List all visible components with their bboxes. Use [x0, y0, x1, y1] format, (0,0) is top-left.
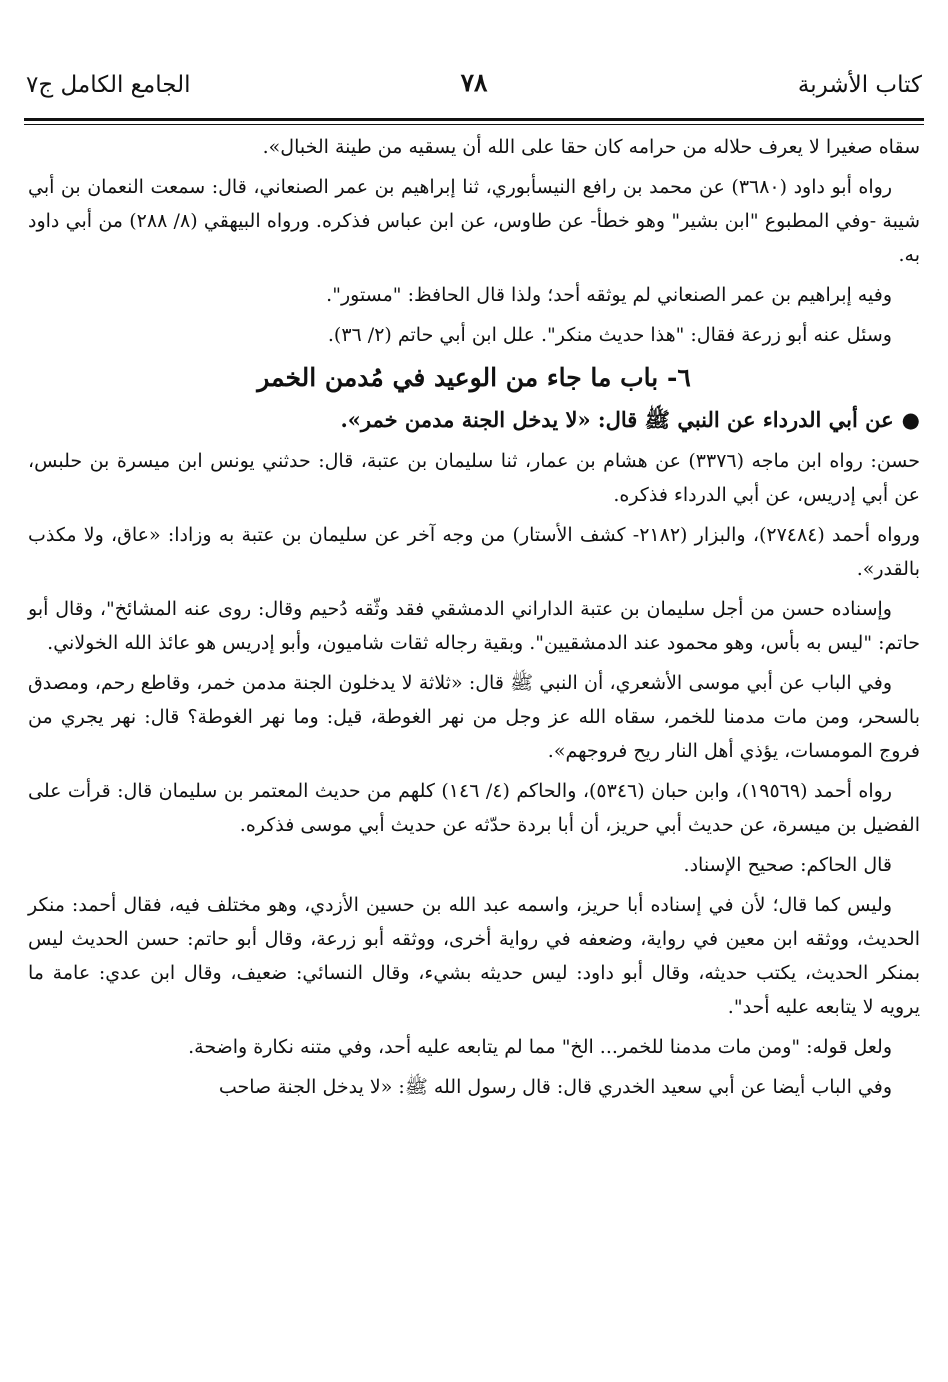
page-header	[24, 68, 924, 112]
page-number: ٧٨	[460, 68, 488, 97]
header-rule-thick	[24, 118, 924, 121]
paragraph: سقاه صغيرا لا يعرف حلاله من حرامه كان حقا على الله أن يسقيه من طينة الخبال».	[262, 136, 920, 158]
paragraph: ورواه أحمد (٢٧٤٨٤)، والبزار (٢١٨٢- كشف الأستار) من وجه آخر عن سليمان بن عتبة به وزادا: «عاق، ولا مكذب بالقدر».	[28, 524, 921, 580]
chapter-heading: ٦- باب ما جاء من الوعيد في مُدمن الخمر	[257, 363, 691, 392]
paragraph: رواه أبو داود (٣٦٨٠) عن محمد بن رافع النيسأبوري، ثنا إبراهيم بن عمر الصنعاني، قال: سمعت النعمان بن أبي شيبة -وفي المطبوع "ابن بشير" وهو خطأ- عن طاوس، عن ابن عباس فذكره. ورواه البيهقي (٨/ ٢٨٨) من أبي داود به.	[28, 176, 920, 266]
paragraph: حسن: رواه ابن ماجه (٣٣٧٦) عن هشام بن عمار، ثنا سليمان بن عتبة، قال: حدثني يونس ابن ميسرة بن حلبس، عن أبي إدريس، عن أبي الدرداء فذكره.	[28, 450, 920, 506]
paragraph: وفي الباب أيضا عن أبي سعيد الخدري قال: قال رسول الله ﷺ: «لا يدخل الجنة صاحب	[218, 1076, 892, 1098]
page-body	[28, 130, 920, 1110]
paragraph: ولعل قوله: "ومن مات مدمنا للخمر... الخ" مما لم يتابعه عليه أحد، وفي متنه نكارة واضحة.	[188, 1036, 892, 1058]
paragraph: وفي الباب عن أبي موسى الأشعري، أن النبي ﷺ قال: «ثلاثة لا يدخلون الجنة مدمن خمر، وقاطع رحم، ومصدق بالسحر، ومن مات مدمنا للخمر، سقاه الله عز وجل من نهر الغوطة، قيل: وما نهر الغوطة؟ قال: نهر يجري من فروج المومسات، يؤذي أهل النار ريح فروجهم».	[28, 672, 920, 762]
bullet-icon: ●	[901, 407, 920, 432]
paragraph: وليس كما قال؛ لأن في إسناده أبا حريز، واسمه عبد الله بن حسين الأزدي، وهو مختلف فيه، فقال أحمد: منكر الحديث، ووثقه ابن معين في رواية، وضعفه في رواية أخرى، ووثقه أبو زرعة، وقال أبو حاتم: حسن الحديث ليس بمنكر الحديث، يكتب حديثه، وقال أبو داود: ليس حديثه بشيء، وقال النسائي: ضعيف، وقال ابن عدي: عامة ما يرويه لا يتابعه عليه أحد".	[28, 894, 920, 1018]
paragraph: رواه أحمد (١٩٥٦٩)، وابن حبان (٥٣٤٦)، والحاكم (٤/ ١٤٦) كلهم من حديث المعتمر بن سليمان قال: قرأت على الفضيل بن ميسرة، عن حديث أبي حريز، أن أبا بردة حدّثه عن حديث أبي موسى فذكره.	[28, 780, 920, 836]
paragraph: قال الحاكم: صحيح الإسناد.	[683, 854, 892, 876]
paragraph: وفيه إبراهيم بن عمر الصنعاني لم يوثقه أحد؛ ولذا قال الحافظ: "مستور".	[326, 284, 892, 306]
book-section-title: كتاب الأشربة	[797, 72, 922, 98]
paragraph: وسئل عنه أبو زرعة فقال: "هذا حديث منكر". علل ابن أبي حاتم (٢/ ٣٦).	[327, 324, 892, 346]
paragraph: وإسناده حسن من أجل سليمان بن عتبة الداراني الدمشقي فقد وثّقه دُحيم وقال: روى عنه المشائخ"، وقال أبو حاتم: "ليس به بأس، وهو محمود عند الدمشقيين". وبقية رجاله ثقات شاميون، وأبو إدريس هو عائذ الله الخولاني.	[28, 598, 920, 654]
hadith-text	[28, 402, 920, 438]
book-volume-title: الجامع الكامل ج٧	[26, 72, 191, 98]
header-rule-thin	[24, 124, 924, 125]
hadith-body: عن أبي الدرداء عن النبي ﷺ قال: «لا يدخل الجنة مدمن خمر».	[340, 407, 894, 432]
